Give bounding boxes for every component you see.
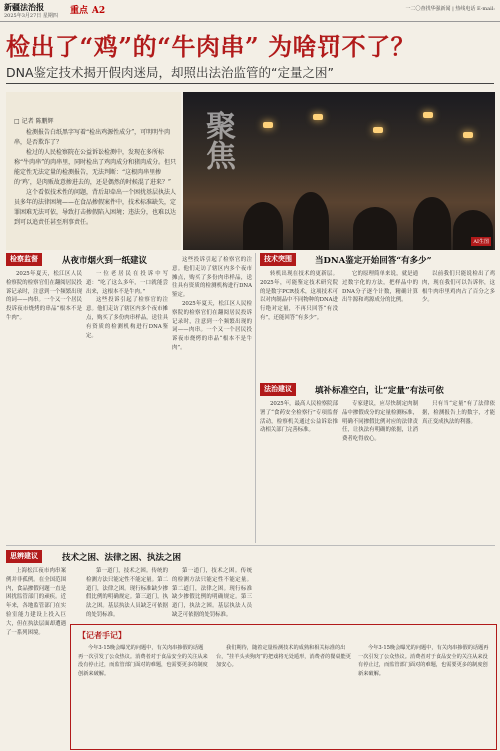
newspaper-logo: 新疆法治报 (4, 2, 44, 12)
kicker-label: 检察监督 (6, 253, 42, 266)
photo-overlay-text: 聚焦 (200, 110, 235, 170)
body-paragraph: 只有当“定量”有了法律依据，检测报告上的数字，才能真正变成执法的利器。 (422, 401, 495, 425)
section-heading: 技术之困、法律之困、执法之困 (62, 553, 182, 563)
crowd-silhouette (413, 197, 451, 250)
crowd-silhouette (293, 192, 329, 250)
commentary-paragraph: 今年3·15晚会曝光的问题中，有关肉串掺假的话题再一次引发了公众热议。消费者对于食品安全的关注从来没有停止过，而监管部门面对的难题，也需要更多的制度创新来破解。 (358, 645, 489, 677)
intro-paragraph: 这个看似技术性的问题，背后却牵出一个困扰基层执法人员多年的法律困境——在食品掺假案件中，技术标准缺失，定罪困难无法可依，导致打击掺假陷入困境；违法分，也难以达到可以追责任甚至刑事责任。 (14, 189, 177, 226)
section-label (70, 3, 105, 16)
kicker-label: 法治建议 (260, 383, 296, 396)
section-body (260, 400, 338, 540)
subheadline: DNA鉴定技术揭开假肉迷局，却照出法治监管的“定量之困” (6, 65, 334, 80)
lantern-icon (263, 122, 273, 128)
section-body (86, 567, 168, 621)
lantern-icon (313, 114, 323, 120)
section-body (6, 270, 82, 323)
header-contact: 一二〇查找华强新闻 | 热线电话 E-mail: (405, 6, 495, 12)
section-body (86, 270, 168, 340)
body-paragraph: 这些投诉引起了检察官的注意。他们走访了辖区内多个夜市摊点，购买了多份肉串样品，送往具有资质的检测机构进行DNA鉴定。 (172, 257, 252, 299)
lantern-icon (463, 132, 473, 138)
section-heading: 当DNA鉴定开始回答“有多少” (315, 256, 432, 266)
body-paragraph: 2025年夏天，松江区人民检察院的检察官们在翻阅居民投诉记录时，注意到一个频繁出现的词——肉串。一个又一个居民投诉夜市烧烤的串品“根本不是牛肉”。 (172, 300, 252, 351)
lantern-icon (373, 127, 383, 133)
section-body (342, 270, 418, 378)
kicker-label: 技术突围 (260, 253, 296, 266)
intro-text (14, 128, 178, 228)
intro-paragraph: 检测报告白纸黑字写着“检出鸡源性成分”，可明明牛肉串，是否欺诈了？ (14, 129, 171, 146)
body-paragraph: 第一道门，技术之困。传统的检测方法只能定性不能定量。第二道门，法律之困。现行标准缺少掺假比例的明确规定。第三道门，执法之困。基层执法人员缺乏可依据的处罚标准。 (86, 568, 168, 618)
section-body (342, 400, 418, 540)
lantern-icon (423, 112, 433, 118)
section-divider (6, 545, 495, 546)
commentary-body (78, 644, 208, 744)
section-number: A2 (91, 6, 106, 16)
issue-date: 2025年3月27日 星期四 (4, 13, 58, 19)
body-paragraph: 这些投诉引起了检察官的注意。他们走访了辖区内多个夜市摊点，购买了多份肉串样品，送往具有资质的检测机构进行DNA鉴定。 (86, 297, 168, 339)
column-divider (255, 253, 256, 543)
crowd-silhouette (353, 207, 397, 250)
photo-caption: AI生图 (473, 239, 489, 245)
section-body (172, 567, 252, 621)
body-paragraph: 转机出现在技术的更新层。2025年，可能鉴定技术研究院的是数字PCR技术，这项技术可以对肉制品中不同物种的DNA进行绝对定量，不再只回答“有没有”，还能回答“有多少”。 (260, 271, 338, 321)
body-paragraph: 专家建议，应尽快制定肉制品中掺假成分的定量检测标准，明确不同掺假比例对应的法律责任，让执法有明确的依据，让消费者吃得放心。 (342, 401, 418, 443)
body-paragraph: 2025年，最高人民检察院部署了“食药安全检察行”专项监督活动，检察机关通过公益诉讼推动相关部门完善标准。 (260, 401, 338, 434)
section-heading: 填补标准空白，让“定量”有法可依 (315, 386, 444, 396)
intro-paragraph: 检过的人民检察院在公益诉讼检测中，发现在多所标称“牛肉串”的肉串里，同时检出了鸡肉成分和猪肉成分。但只能定性无法定量的检测报告，无法判断：“这根肉串里掺的‘鸡’，是肉贩故意掺进去的，还是偶然的时候混了进来？” (14, 149, 177, 186)
section-body (6, 567, 66, 747)
section-body (422, 270, 495, 378)
section-body (172, 256, 252, 540)
headline: 检出了“鸡”的“牛肉串” 为啥罚不了？ (6, 32, 416, 61)
body-paragraph: 一位老居民在投诉中写道：“吃了这么多年，一口就能尝出来，这根本不是牛肉。” (86, 271, 168, 295)
commentary-body (216, 644, 352, 744)
body-paragraph: 它的原理简单来说，就是通过数字化的方法，把样品中的DNA分子逐个计数，精确计算出牛源和鸡源成分的比例。 (342, 271, 418, 304)
night-market-photo (183, 92, 495, 250)
section-body (422, 400, 495, 540)
body-paragraph: 上海松江夜市肉串案例并非孤例。在全国范围内，食品掺假问题一直是困扰监管部门的顽疾。近年来，各地监管部门在实验室能力建设上投入巨大，但在执法层面却遭遇了一系列困境。 (6, 568, 66, 636)
body-paragraph: 第一道门，技术之困。传统的检测方法只能定性不能定量。第二道门，法律之困。现行标准缺少掺假比例的明确规定。第三道门，执法之困。基层执法人员缺乏可依据的处罚标准。 (172, 568, 252, 618)
commentary-body (358, 644, 490, 744)
crowd-silhouette (243, 202, 283, 250)
body-paragraph: 以前我们只能说检出了鸡肉，现在我们可以告诉你，这根牛肉串里鸡肉占了百分之多少。 (422, 271, 495, 304)
commentary-paragraph: 今年3·15晚会曝光的问题中，有关肉串掺假的话题再一次引发了公众热议。消费者对于食品安全的关注从来没有停止过，而监管部门面对的难题，也需要更多的制度创新来破解。 (78, 645, 208, 677)
body-paragraph: 2025年夏天，松江区人民检察院的检察官们在翻阅居民投诉记录时，注意到一个频繁出现的词——肉串。一个又一个居民投诉夜市烧烤的串品“根本不是牛肉”。 (6, 271, 82, 321)
headline-rule (6, 83, 494, 84)
section-label-text: 重点 (70, 6, 89, 16)
commentary-title: 【记者手记】 (78, 630, 126, 640)
section-body (260, 270, 338, 378)
kicker-label: 思辨建议 (6, 550, 42, 563)
section-heading: 从夜市烟火到一纸建议 (62, 256, 148, 266)
reporter-byline: □ 记者 陈鹏辉 (14, 118, 54, 125)
commentary-paragraph: 我们期待，随着定量检测技术的成熟和相关标准的出台，“挂羊头卖狗肉”的把戏将无处遁形，消费者的餐桌能更加安心。 (216, 645, 351, 669)
